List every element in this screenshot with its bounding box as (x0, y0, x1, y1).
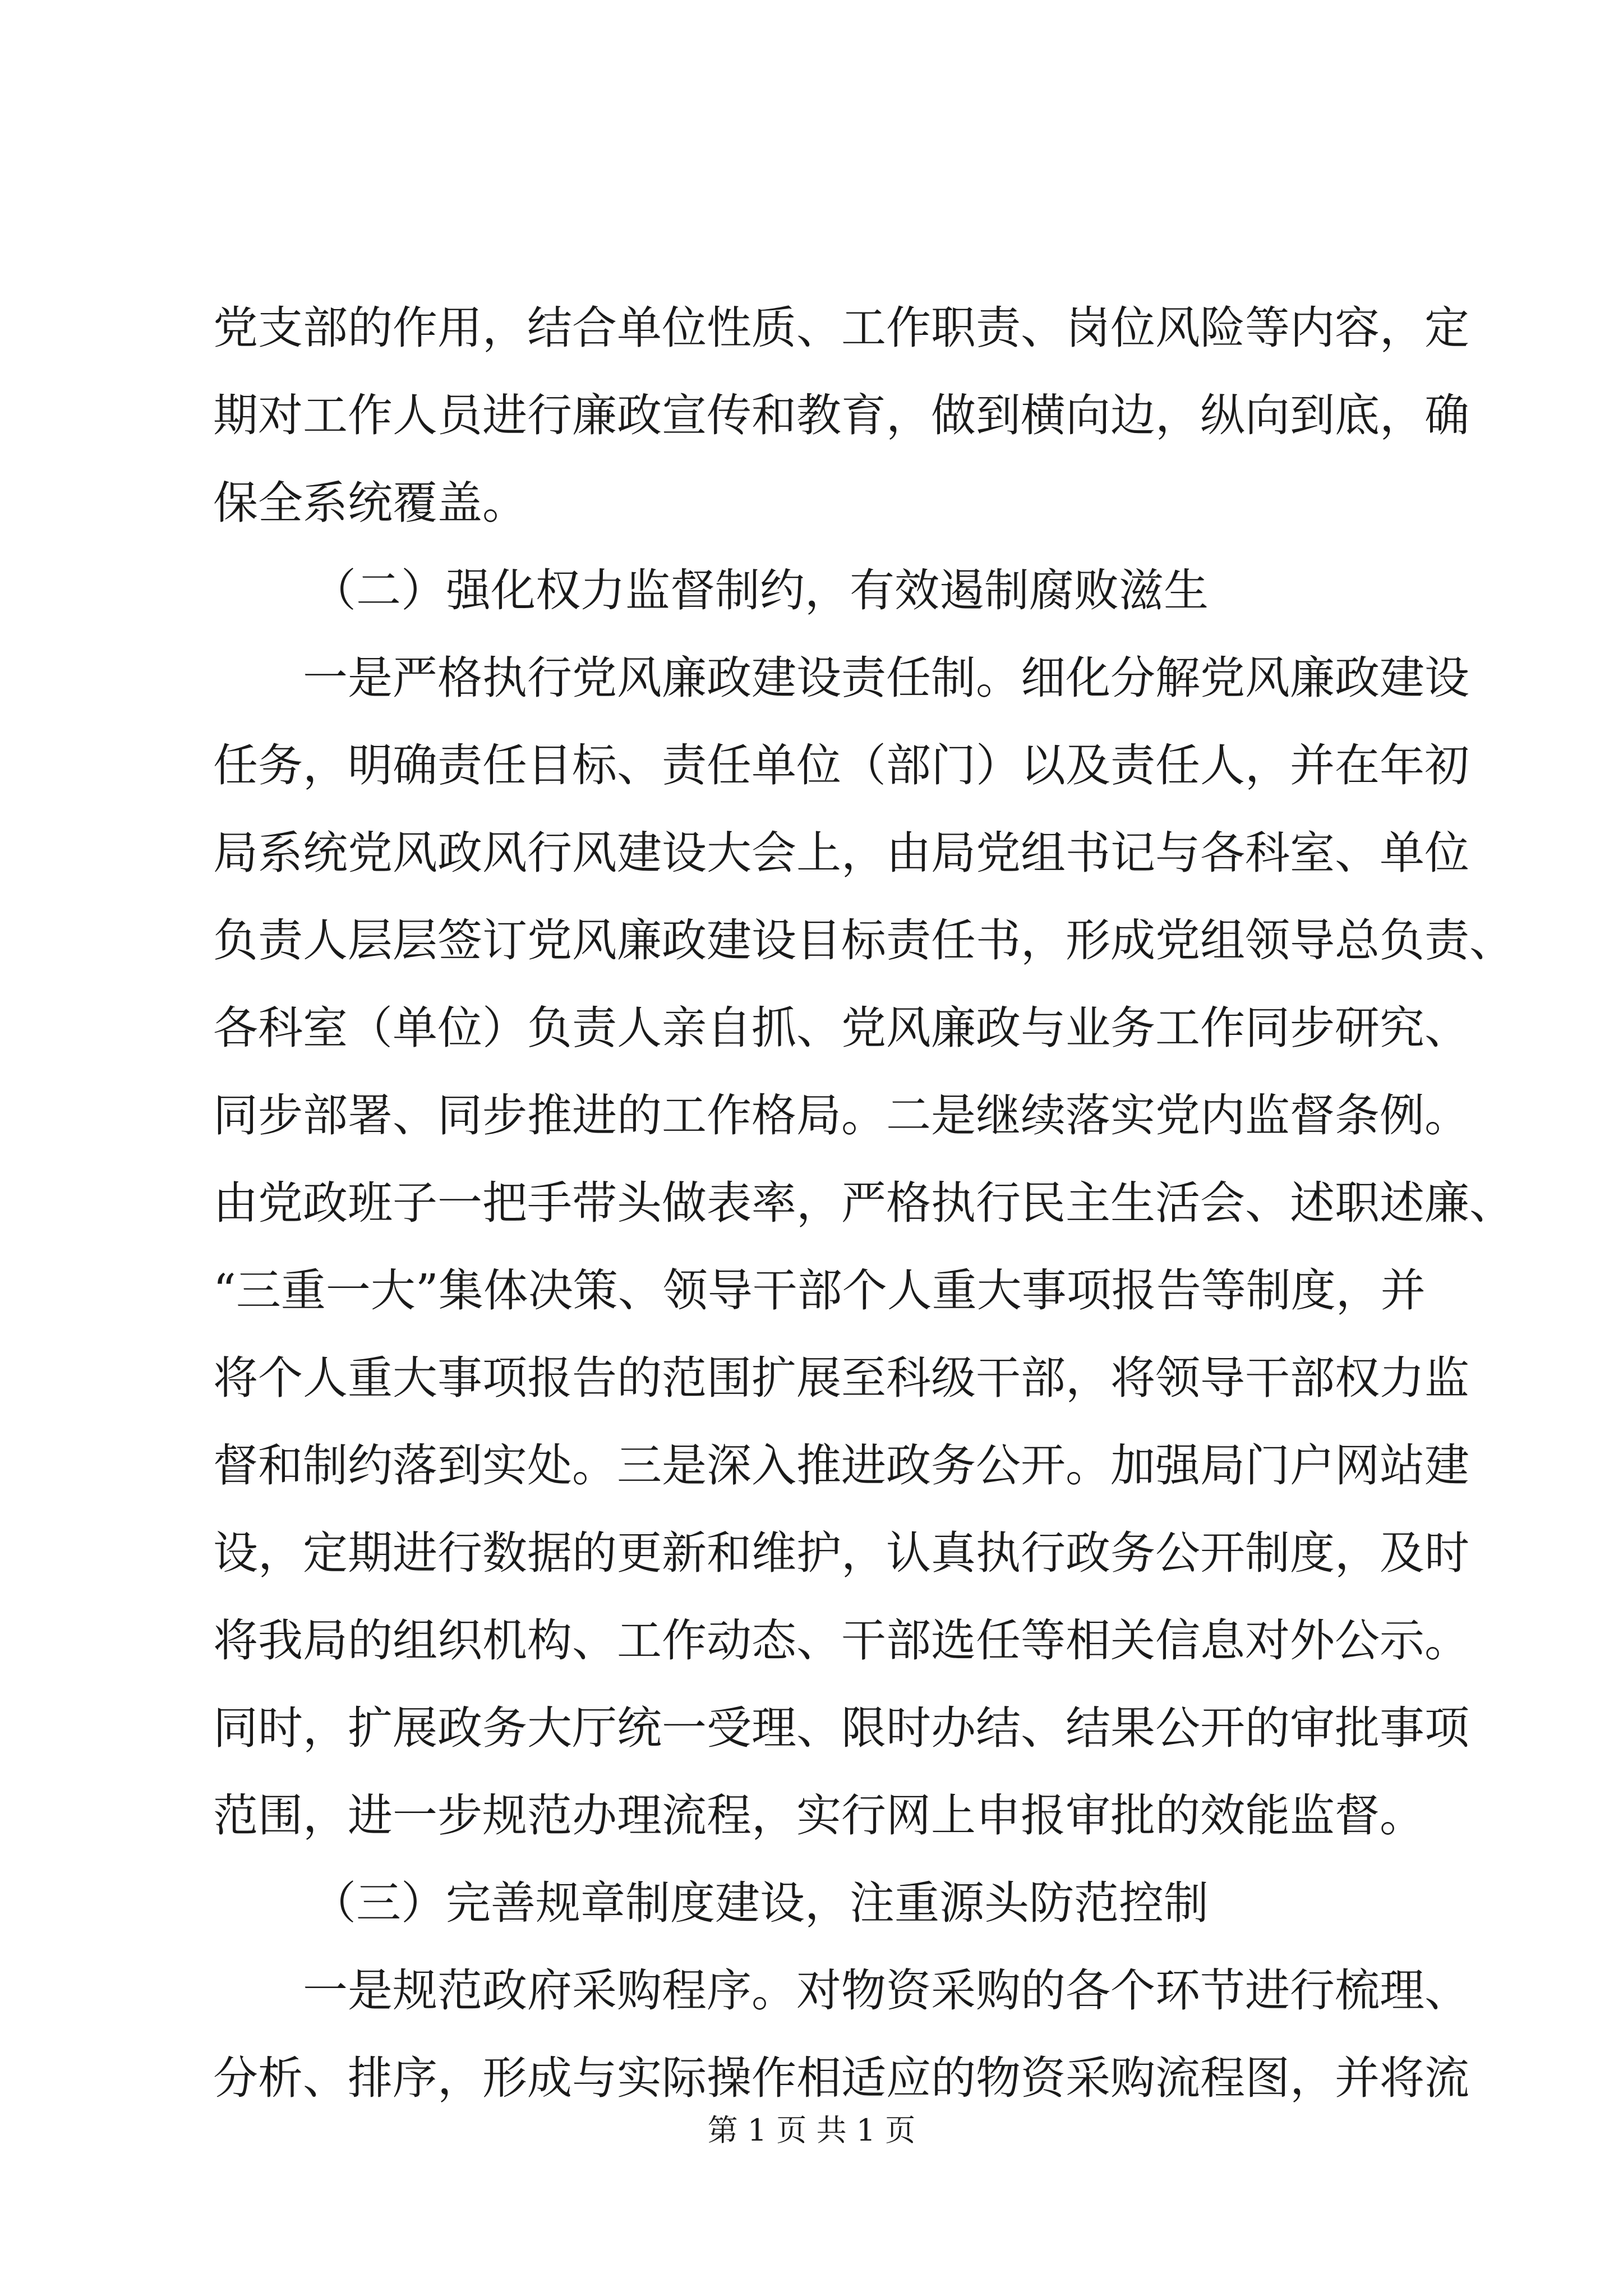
body-line: 负责人层层签订党风廉政建设目标责任书，形成党组领导总负责、 (213, 914, 1514, 967)
body-line: 由党政班子一把手带头做表率，严格执行民主生活会、述职述廉、 (213, 1177, 1514, 1229)
body-line: 期对工作人员进行廉政宣传和教育，做到横向边，纵向到底，确 (213, 389, 1469, 441)
page-number-footer: 第 1 页 共 1 页 (707, 2113, 916, 2148)
body-line: 党支部的作用，结合单位性质、工作职责、岗位风险等内容，定 (213, 302, 1469, 354)
body-line: 一是严格执行党风廉政建设责任制。细化分解党风廉政建设 (303, 652, 1469, 704)
body-line: 同时，扩展政务大厅统一受理、限时办结、结果公开的审批事项 (213, 1702, 1469, 1754)
body-line: 保全系统覆盖。 (213, 477, 527, 529)
section-heading: （三）完善规章制度建设，注重源头防范控制 (311, 1877, 1209, 1929)
body-line: 分析、排序，形成与实际操作相适应的物资采购流程图，并将流 (213, 2052, 1469, 2104)
body-line: 范围，进一步规范办理流程，实行网上申报审批的效能监督。 (213, 1789, 1424, 1842)
body-line: 一是规范政府采购程序。对物资采购的各个环节进行梳理、 (303, 1964, 1469, 2017)
body-line: 将个人重大事项报告的范围扩展至科级干部，将领导干部权力监 (213, 1352, 1469, 1404)
body-line: 各科室（单位）负责人亲自抓、党风廉政与业务工作同步研究、 (213, 1002, 1469, 1054)
body-line: 同步部署、同步推进的工作格局。二是继续落实党内监督条例。 (213, 1089, 1469, 1142)
body-line: 任务，明确责任目标、责任单位（部门）以及责任人，并在年初 (213, 739, 1469, 792)
body-line: “三重一大”集体决策、领导干部个人重大事项报告等制度，并 (213, 1264, 1426, 1317)
body-line: 将我局的组织机构、工作动态、干部选任等相关信息对外公示。 (213, 1614, 1469, 1667)
body-line: 督和制约落到实处。三是深入推进政务公开。加强局门户网站建 (213, 1439, 1469, 1492)
body-line: 局系统党风政风行风建设大会上，由局党组书记与各科室、单位 (213, 827, 1469, 879)
body-line: 设，定期进行数据的更新和维护，认真执行政务公开制度，及时 (213, 1527, 1469, 1579)
section-heading: （二）强化权力监督制约，有效遏制腐败滋生 (311, 564, 1209, 616)
